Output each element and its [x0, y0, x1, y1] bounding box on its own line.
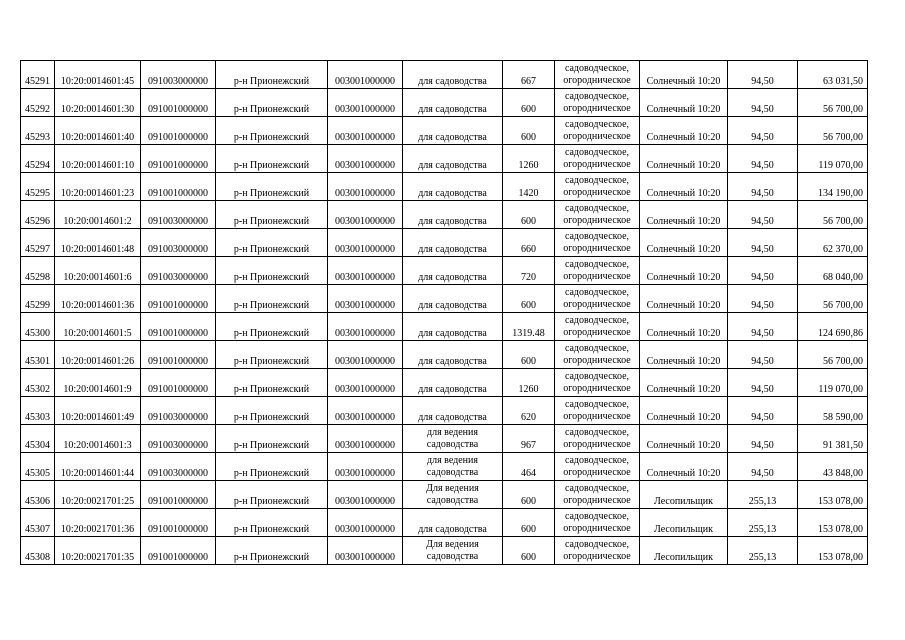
zone-code-cell: 003001000000 [328, 537, 403, 565]
area-cell: 600 [503, 285, 555, 313]
okato-code-cell: 091001000000 [141, 481, 216, 509]
rate-cell: 94,50 [728, 117, 798, 145]
table-row [21, 285, 868, 313]
zone-code-cell: 003001000000 [328, 453, 403, 481]
zone-code-cell: 003001000000 [328, 425, 403, 453]
table-row [21, 229, 868, 257]
rate-cell: 94,50 [728, 341, 798, 369]
district-cell: р-н Прионежский [216, 537, 328, 565]
settlement-cell: Солнечный 10:20 [640, 453, 728, 481]
rate-cell: 94,50 [728, 257, 798, 285]
cadastral-number-cell: 10:20:0014601:40 [55, 117, 141, 145]
table-row [21, 89, 868, 117]
category-cell: садоводческое, огородническое [555, 481, 640, 509]
rate-cell: 255,13 [728, 537, 798, 565]
zone-code-cell: 003001000000 [328, 509, 403, 537]
table-row [21, 117, 868, 145]
district-cell: р-н Прионежский [216, 453, 328, 481]
district-cell: р-н Прионежский [216, 341, 328, 369]
okato-code-cell: 091003000000 [141, 229, 216, 257]
record-number-cell: 45303 [21, 397, 55, 425]
area-cell: 600 [503, 117, 555, 145]
permitted-use-cell: для садоводства [403, 229, 503, 257]
record-number-cell: 45291 [21, 61, 55, 89]
okato-code-cell: 091003000000 [141, 397, 216, 425]
area-cell: 1260 [503, 145, 555, 173]
zone-code-cell: 003001000000 [328, 89, 403, 117]
record-number-cell: 45297 [21, 229, 55, 257]
record-number-cell: 45294 [21, 145, 55, 173]
table-row [21, 313, 868, 341]
cadastral-value-cell: 43 848,00 [798, 453, 868, 481]
cadastral-number-cell: 10:20:0014601:2 [55, 201, 141, 229]
settlement-cell: Солнечный 10:20 [640, 257, 728, 285]
zone-code-cell: 003001000000 [328, 229, 403, 257]
record-number-cell: 45292 [21, 89, 55, 117]
zone-code-cell: 003001000000 [328, 145, 403, 173]
district-cell: р-н Прионежский [216, 509, 328, 537]
category-cell: садоводческое, огородническое [555, 173, 640, 201]
cadastral-number-cell: 10:20:0021701:35 [55, 537, 141, 565]
area-cell: 1319.48 [503, 313, 555, 341]
cadastral-value-cell: 124 690,86 [798, 313, 868, 341]
settlement-cell: Лесопильщик [640, 537, 728, 565]
permitted-use-cell: для садоводства [403, 145, 503, 173]
table-row [21, 397, 868, 425]
cadastral-number-cell: 10:20:0014601:49 [55, 397, 141, 425]
area-cell: 600 [503, 201, 555, 229]
okato-code-cell: 091001000000 [141, 117, 216, 145]
okato-code-cell: 091001000000 [141, 369, 216, 397]
permitted-use-cell: для садоводства [403, 369, 503, 397]
area-cell: 720 [503, 257, 555, 285]
district-cell: р-н Прионежский [216, 481, 328, 509]
record-number-cell: 45300 [21, 313, 55, 341]
record-number-cell: 45296 [21, 201, 55, 229]
cadastral-value-cell: 58 590,00 [798, 397, 868, 425]
rate-cell: 255,13 [728, 509, 798, 537]
cadastral-value-cell: 119 070,00 [798, 369, 868, 397]
rate-cell: 94,50 [728, 453, 798, 481]
table-body [21, 61, 868, 565]
category-cell: садоводческое, огородническое [555, 61, 640, 89]
permitted-use-cell: для садоводства [403, 397, 503, 425]
table-row [21, 425, 868, 453]
settlement-cell: Солнечный 10:20 [640, 397, 728, 425]
rate-cell: 94,50 [728, 89, 798, 117]
okato-code-cell: 091003000000 [141, 425, 216, 453]
zone-code-cell: 003001000000 [328, 369, 403, 397]
zone-code-cell: 003001000000 [328, 397, 403, 425]
record-number-cell: 45308 [21, 537, 55, 565]
record-number-cell: 45307 [21, 509, 55, 537]
district-cell: р-н Прионежский [216, 313, 328, 341]
district-cell: р-н Прионежский [216, 145, 328, 173]
okato-code-cell: 091001000000 [141, 89, 216, 117]
record-number-cell: 45305 [21, 453, 55, 481]
district-cell: р-н Прионежский [216, 257, 328, 285]
table-row [21, 369, 868, 397]
permitted-use-cell: для садоводства [403, 201, 503, 229]
area-cell: 600 [503, 481, 555, 509]
permitted-use-cell: для садоводства [403, 117, 503, 145]
cadastral-number-cell: 10:20:0014601:44 [55, 453, 141, 481]
category-cell: садоводческое, огородническое [555, 285, 640, 313]
district-cell: р-н Прионежский [216, 201, 328, 229]
category-cell: садоводческое, огородническое [555, 229, 640, 257]
cadastral-value-cell: 119 070,00 [798, 145, 868, 173]
district-cell: р-н Прионежский [216, 229, 328, 257]
category-cell: садоводческое, огородническое [555, 89, 640, 117]
cadastral-value-cell: 62 370,00 [798, 229, 868, 257]
record-number-cell: 45301 [21, 341, 55, 369]
category-cell: садоводческое, огородническое [555, 117, 640, 145]
okato-code-cell: 091001000000 [141, 341, 216, 369]
settlement-cell: Солнечный 10:20 [640, 145, 728, 173]
table-row [21, 481, 868, 509]
okato-code-cell: 091003000000 [141, 201, 216, 229]
table-row [21, 509, 868, 537]
zone-code-cell: 003001000000 [328, 313, 403, 341]
settlement-cell: Солнечный 10:20 [640, 285, 728, 313]
permitted-use-cell: Для ведения садоводства [403, 481, 503, 509]
rate-cell: 94,50 [728, 173, 798, 201]
cadastral-number-cell: 10:20:0014601:5 [55, 313, 141, 341]
okato-code-cell: 091003000000 [141, 453, 216, 481]
table-row [21, 537, 868, 565]
cadastral-value-cell: 56 700,00 [798, 285, 868, 313]
settlement-cell: Лесопильщик [640, 481, 728, 509]
zone-code-cell: 003001000000 [328, 257, 403, 285]
cadastral-value-cell: 56 700,00 [798, 201, 868, 229]
okato-code-cell: 091003000000 [141, 257, 216, 285]
category-cell: садоводческое, огородническое [555, 509, 640, 537]
permitted-use-cell: Для ведения садоводства [403, 537, 503, 565]
category-cell: садоводческое, огородническое [555, 369, 640, 397]
cadastral-number-cell: 10:20:0014601:36 [55, 285, 141, 313]
record-number-cell: 45306 [21, 481, 55, 509]
record-number-cell: 45302 [21, 369, 55, 397]
district-cell: р-н Прионежский [216, 425, 328, 453]
cadastral-value-cell: 153 078,00 [798, 537, 868, 565]
okato-code-cell: 091001000000 [141, 173, 216, 201]
record-number-cell: 45299 [21, 285, 55, 313]
rate-cell: 94,50 [728, 313, 798, 341]
settlement-cell: Солнечный 10:20 [640, 117, 728, 145]
cadastral-value-cell: 134 190,00 [798, 173, 868, 201]
table-row [21, 61, 868, 89]
land-registry-table [20, 60, 868, 565]
okato-code-cell: 091001000000 [141, 285, 216, 313]
zone-code-cell: 003001000000 [328, 61, 403, 89]
area-cell: 1420 [503, 173, 555, 201]
rate-cell: 94,50 [728, 397, 798, 425]
table-row [21, 257, 868, 285]
category-cell: садоводческое, огородническое [555, 453, 640, 481]
settlement-cell: Солнечный 10:20 [640, 313, 728, 341]
okato-code-cell: 091003000000 [141, 61, 216, 89]
category-cell: садоводческое, огородническое [555, 257, 640, 285]
permitted-use-cell: для ведения садоводства [403, 453, 503, 481]
settlement-cell: Солнечный 10:20 [640, 425, 728, 453]
record-number-cell: 45304 [21, 425, 55, 453]
category-cell: садоводческое, огородническое [555, 201, 640, 229]
okato-code-cell: 091001000000 [141, 537, 216, 565]
table-row [21, 201, 868, 229]
category-cell: садоводческое, огородническое [555, 537, 640, 565]
settlement-cell: Солнечный 10:20 [640, 173, 728, 201]
permitted-use-cell: для садоводства [403, 173, 503, 201]
rate-cell: 94,50 [728, 229, 798, 257]
zone-code-cell: 003001000000 [328, 117, 403, 145]
zone-code-cell: 003001000000 [328, 173, 403, 201]
area-cell: 600 [503, 509, 555, 537]
rate-cell: 94,50 [728, 369, 798, 397]
record-number-cell: 45295 [21, 173, 55, 201]
area-cell: 660 [503, 229, 555, 257]
area-cell: 600 [503, 341, 555, 369]
cadastral-value-cell: 68 040,00 [798, 257, 868, 285]
cadastral-number-cell: 10:20:0014601:26 [55, 341, 141, 369]
okato-code-cell: 091001000000 [141, 145, 216, 173]
cadastral-number-cell: 10:20:0014601:6 [55, 257, 141, 285]
permitted-use-cell: для ведения садоводства [403, 425, 503, 453]
settlement-cell: Солнечный 10:20 [640, 61, 728, 89]
permitted-use-cell: для садоводства [403, 509, 503, 537]
record-number-cell: 45293 [21, 117, 55, 145]
zone-code-cell: 003001000000 [328, 481, 403, 509]
cadastral-number-cell: 10:20:0014601:48 [55, 229, 141, 257]
rate-cell: 94,50 [728, 145, 798, 173]
settlement-cell: Солнечный 10:20 [640, 341, 728, 369]
zone-code-cell: 003001000000 [328, 285, 403, 313]
category-cell: садоводческое, огородническое [555, 397, 640, 425]
table-row [21, 453, 868, 481]
cadastral-value-cell: 153 078,00 [798, 481, 868, 509]
cadastral-value-cell: 56 700,00 [798, 117, 868, 145]
category-cell: садоводческое, огородническое [555, 341, 640, 369]
settlement-cell: Солнечный 10:20 [640, 229, 728, 257]
cadastral-number-cell: 10:20:0014601:30 [55, 89, 141, 117]
okato-code-cell: 091001000000 [141, 509, 216, 537]
settlement-cell: Солнечный 10:20 [640, 201, 728, 229]
category-cell: садоводческое, огородническое [555, 145, 640, 173]
area-cell: 667 [503, 61, 555, 89]
table-row [21, 173, 868, 201]
cadastral-number-cell: 10:20:0021701:25 [55, 481, 141, 509]
area-cell: 967 [503, 425, 555, 453]
permitted-use-cell: для садоводства [403, 313, 503, 341]
area-cell: 600 [503, 89, 555, 117]
cadastral-value-cell: 56 700,00 [798, 341, 868, 369]
cadastral-number-cell: 10:20:0014601:45 [55, 61, 141, 89]
area-cell: 600 [503, 537, 555, 565]
district-cell: р-н Прионежский [216, 173, 328, 201]
table-row [21, 341, 868, 369]
cadastral-number-cell: 10:20:0021701:36 [55, 509, 141, 537]
area-cell: 464 [503, 453, 555, 481]
cadastral-number-cell: 10:20:0014601:10 [55, 145, 141, 173]
permitted-use-cell: для садоводства [403, 341, 503, 369]
rate-cell: 94,50 [728, 61, 798, 89]
cadastral-number-cell: 10:20:0014601:3 [55, 425, 141, 453]
area-cell: 1260 [503, 369, 555, 397]
rate-cell: 94,50 [728, 285, 798, 313]
area-cell: 620 [503, 397, 555, 425]
category-cell: садоводческое, огородническое [555, 313, 640, 341]
cadastral-value-cell: 91 381,50 [798, 425, 868, 453]
record-number-cell: 45298 [21, 257, 55, 285]
district-cell: р-н Прионежский [216, 285, 328, 313]
permitted-use-cell: для садоводства [403, 61, 503, 89]
permitted-use-cell: для садоводства [403, 89, 503, 117]
permitted-use-cell: для садоводства [403, 285, 503, 313]
okato-code-cell: 091001000000 [141, 313, 216, 341]
district-cell: р-н Прионежский [216, 89, 328, 117]
rate-cell: 94,50 [728, 201, 798, 229]
settlement-cell: Солнечный 10:20 [640, 89, 728, 117]
cadastral-value-cell: 153 078,00 [798, 509, 868, 537]
rate-cell: 94,50 [728, 425, 798, 453]
settlement-cell: Лесопильщик [640, 509, 728, 537]
zone-code-cell: 003001000000 [328, 201, 403, 229]
settlement-cell: Солнечный 10:20 [640, 369, 728, 397]
district-cell: р-н Прионежский [216, 61, 328, 89]
table-row [21, 145, 868, 173]
zone-code-cell: 003001000000 [328, 341, 403, 369]
rate-cell: 255,13 [728, 481, 798, 509]
cadastral-number-cell: 10:20:0014601:9 [55, 369, 141, 397]
district-cell: р-н Прионежский [216, 117, 328, 145]
category-cell: садоводческое, огородническое [555, 425, 640, 453]
district-cell: р-н Прионежский [216, 369, 328, 397]
cadastral-value-cell: 63 031,50 [798, 61, 868, 89]
permitted-use-cell: для садоводства [403, 257, 503, 285]
cadastral-value-cell: 56 700,00 [798, 89, 868, 117]
cadastral-number-cell: 10:20:0014601:23 [55, 173, 141, 201]
district-cell: р-н Прионежский [216, 397, 328, 425]
